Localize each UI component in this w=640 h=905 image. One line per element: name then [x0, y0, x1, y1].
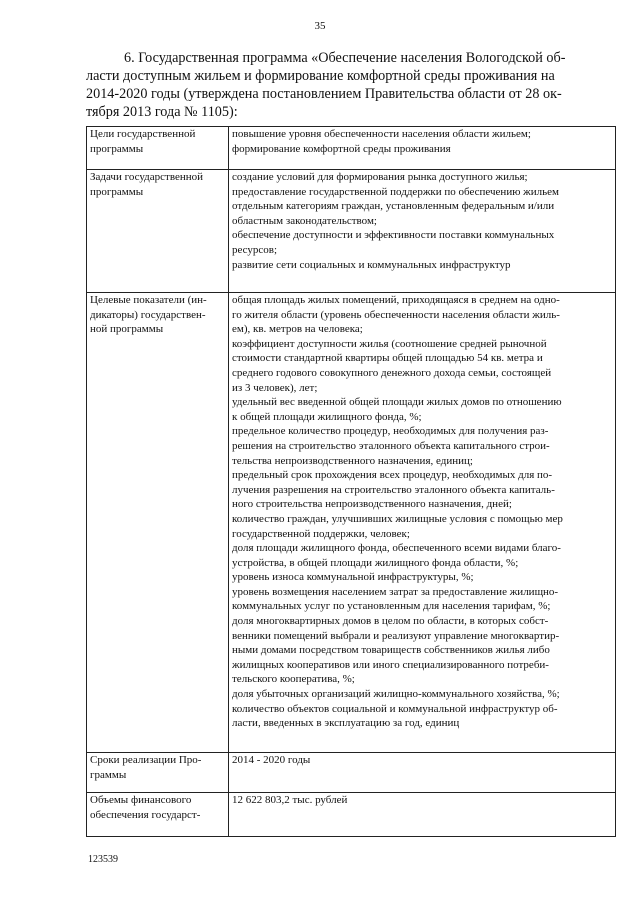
value-line: 12 622 803,2 тыс. рублей — [232, 794, 348, 806]
value-line: устройства, в общей площади жилищного фонда области, %; — [232, 556, 519, 569]
value-line: ласти, введенных в эксплуатацию за год, единиц — [232, 717, 460, 730]
value-line: областным законодательством; — [232, 214, 377, 227]
value-line: количество граждан, улучшивших жилищные условия с помощью мер — [232, 512, 563, 525]
value-line: уровень износа коммунальной инфраструктуры, %; — [232, 571, 474, 584]
value-line: доля площади жилищного фонда, обеспеченного всеми видами благо- — [232, 542, 561, 555]
value-line: предельный срок прохождения всех процедур, необходимых для по- — [232, 469, 553, 482]
row-label — [87, 753, 229, 793]
label-line: Объемы финансового — [90, 794, 192, 806]
value-line: создание условий для формирования рынка доступного жилья; — [232, 171, 528, 183]
value-line: государственной поддержки, человек; — [232, 527, 410, 540]
row-label — [87, 170, 229, 293]
value-line: предельное количество процедур, необходимых для получения раз- — [232, 425, 549, 438]
value-line: коэффициент доступности жилья (соотношение средней рыночной — [232, 337, 547, 350]
value-line: тельства непроизводственного назначения, единиц; — [232, 454, 473, 467]
label-line: дикаторы) государствен- — [90, 308, 206, 321]
label-line: обеспечения государст- — [90, 808, 201, 821]
value-line: лучения разрешения на строительство эталонного объекта капиталь- — [232, 483, 555, 496]
value-line: общая площадь жилых помещений, приходящаяся в среднем на одно- — [232, 294, 560, 306]
value-line: стоимости стандартной квартиры общей площадью 54 кв. метра и — [232, 352, 543, 365]
table-row-indicators — [87, 293, 616, 753]
label-line: ной программы — [90, 323, 164, 336]
label-line: Целевые показатели (ин- — [90, 294, 207, 306]
value-line: удельный вес введенной общей площади жилых домов по отношению — [232, 396, 562, 409]
value-line: решения на строительство эталонного объекта капитального строи- — [232, 439, 550, 452]
program-passport-table — [86, 126, 616, 837]
value-line: обеспечение доступности и эффективности поставки коммунальных — [232, 229, 555, 242]
value-line: жилищных кооперативов или иного специализированного потреби- — [232, 658, 549, 671]
value-line: 2014 - 2020 годы — [232, 754, 311, 766]
value-line: ресурсов; — [232, 243, 278, 256]
value-line: ного строительства непроизводственного назначения, дней; — [232, 498, 512, 511]
table-row-tasks — [87, 170, 616, 293]
label-line: программы — [90, 185, 144, 198]
value-line: к общей площади жилищного фонда, %; — [232, 410, 422, 423]
section-heading — [86, 49, 616, 121]
row-value — [229, 793, 616, 837]
document-code: 123539 — [88, 854, 118, 865]
value-line: количество объектов социальной и коммунальной инфраструктур об- — [232, 702, 558, 715]
heading-line: 6. Государственная программа «Обеспечение населения Вологодской об- — [124, 50, 566, 66]
value-line: отдельным категориям граждан, установленным федеральным и/или — [232, 200, 555, 213]
table-row-funding — [87, 793, 616, 837]
row-label — [87, 127, 229, 170]
page-number: 35 — [314, 20, 326, 32]
value-line: тельского кооператива, %; — [232, 673, 355, 686]
row-value — [229, 293, 616, 753]
label-line: Задачи государственной — [90, 171, 203, 183]
label-line: граммы — [90, 768, 127, 781]
heading-line: ласти доступным жильем и формирование комфортной среды проживания на — [86, 68, 555, 84]
heading-line: тября 2013 года № 1105): — [86, 104, 238, 120]
value-line: из 3 человек), лет; — [232, 381, 318, 394]
label-line: Сроки реализации Про- — [90, 754, 202, 766]
value-line: ем), кв. метров на человека; — [232, 323, 363, 336]
value-line: среднего годового совокупного денежного дохода семьи, состоящей — [232, 366, 552, 379]
table-row-goals — [87, 127, 616, 170]
label-line: Цели государственной — [90, 128, 196, 140]
heading-line: 2014-2020 годы (утверждена постановлением Правительства области от 28 ок- — [86, 86, 562, 102]
value-line: повышение уровня обеспеченности населения области жильем; — [232, 128, 531, 140]
row-value — [229, 170, 616, 293]
value-line: коммунальных услуг по установленным для населения тарифам, %; — [232, 600, 551, 613]
table-row-timeline — [87, 753, 616, 793]
row-label — [87, 793, 229, 837]
row-label — [87, 293, 229, 753]
row-value — [229, 127, 616, 170]
value-line: доля убыточных организаций жилищно-коммунального хозяйства, %; — [232, 688, 560, 701]
value-line: предоставление государственной поддержки по обеспечению жильем — [232, 185, 560, 198]
label-line: программы — [90, 142, 144, 155]
value-line: уровень возмещения населением затрат за предоставление жилищно- — [232, 585, 559, 598]
value-line: ными домами посредством товариществ собственников жилья либо — [232, 644, 550, 657]
value-line: го жителя области (уровень обеспеченности населения области жиль- — [232, 308, 560, 321]
value-line: венники помещений выбрали и реализуют управление многоквартир- — [232, 629, 560, 642]
value-line: доля многоквартирных домов в целом по области, в которых собст- — [232, 615, 549, 628]
row-value — [229, 753, 616, 793]
value-line: развитие сети социальных и коммунальных инфраструктур — [232, 258, 511, 271]
value-line: формирование комфортной среды проживания — [232, 142, 451, 155]
